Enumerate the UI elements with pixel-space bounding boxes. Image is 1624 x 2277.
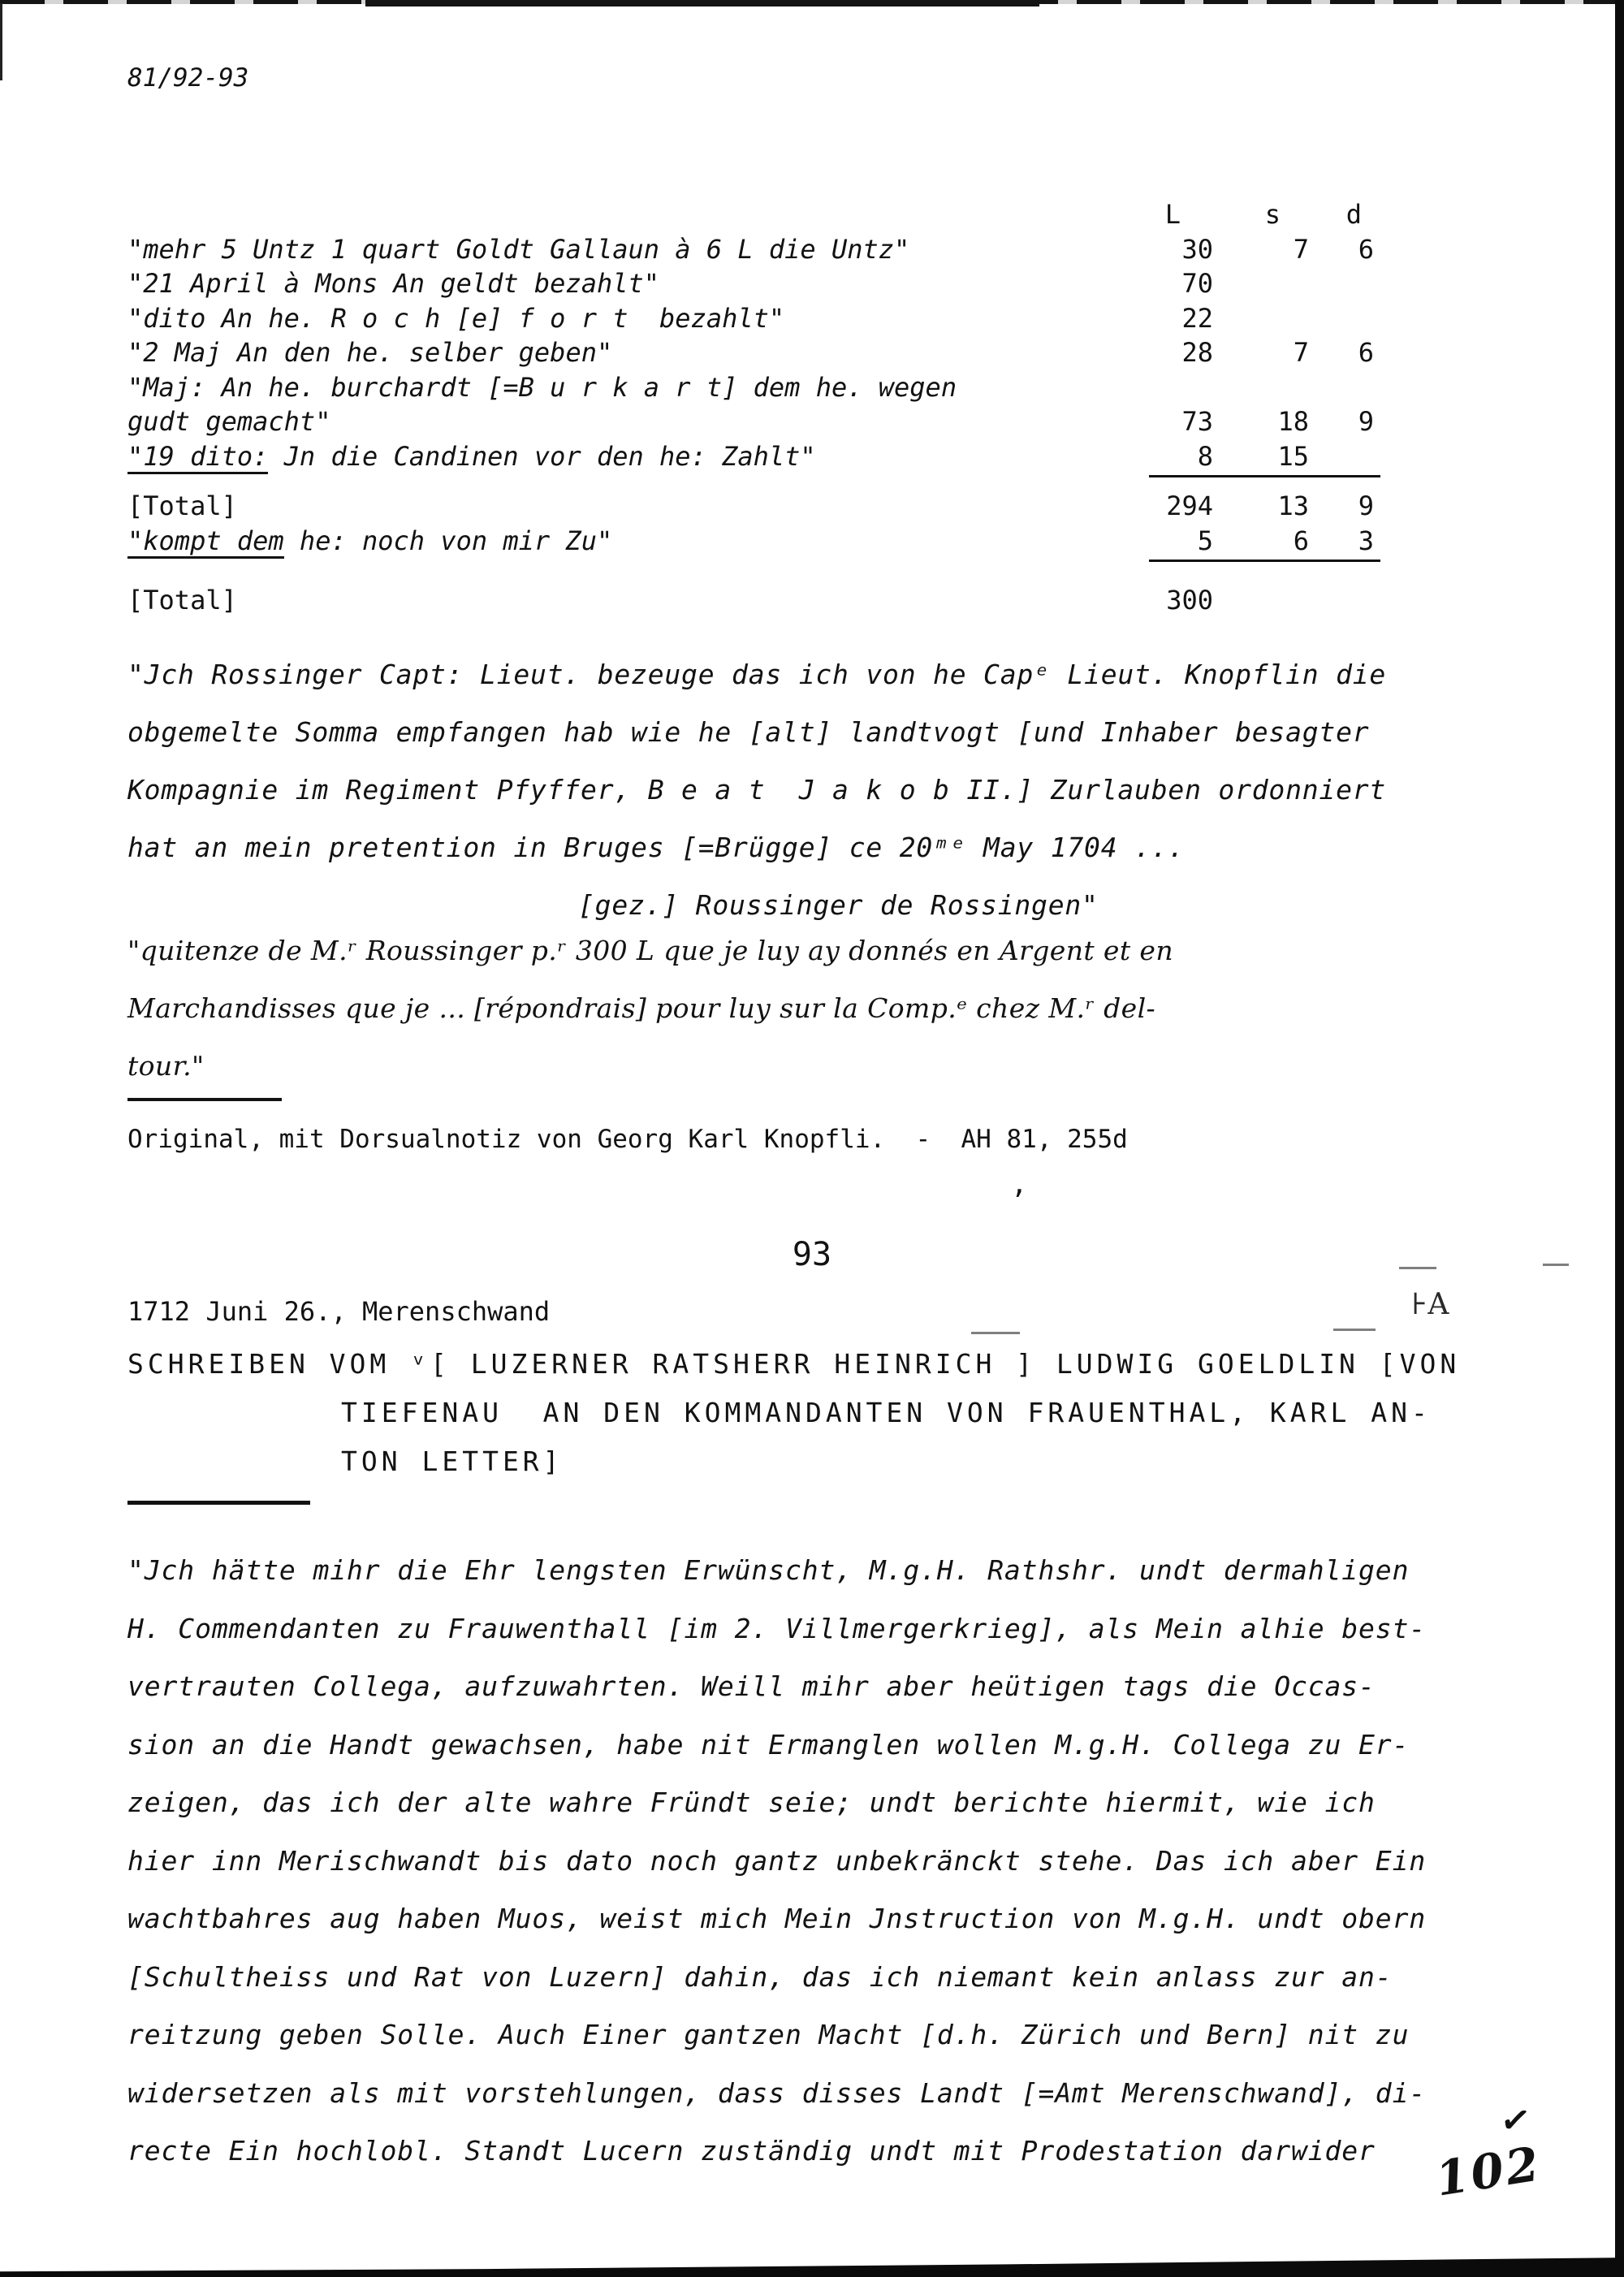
pencil-mark (1333, 1329, 1376, 1331)
ink-speck: , (1011, 1168, 1028, 1200)
quote-line: "quitenze de M.ʳ Roussinger p.ʳ 300 L que je luy ay donnés en Argent et en (127, 935, 1173, 966)
row-text: "dito An he. R o c h [e] f o r t bezahlt" (127, 302, 785, 334)
entry-number: 93 (792, 1236, 832, 1273)
quote-line: Kompagnie im Regiment Pfyffer, B e a t J a k o b II.] Zurlauben ordonniert (127, 774, 1387, 806)
pencil-mark (971, 1332, 1020, 1334)
table-row (127, 303, 1374, 338)
row-text: "19 dito: Jn die Candinen vor den he: Zahlt" (127, 441, 1091, 472)
archive-reference: 81/92-93 (127, 63, 249, 93)
quote-line: hat an mein pretention in Bruges [=Brügge] ce 20ᵐᵉ May 1704 ... (127, 832, 1186, 863)
total-L: 300 (1166, 585, 1213, 616)
row-L: 8 (1197, 440, 1213, 472)
handwritten-checkmark: ✓ (1497, 2098, 1534, 2144)
entry-title-line2: TIEFENAU AN DEN KOMMANDANTEN VON FRAUENTHAL, KARL AN- (341, 1397, 1432, 1428)
body-line: zeigen, das ich der alte wahre Fründt seie; undt berichte hiermit, wie ich (127, 1787, 1376, 1818)
table-row (127, 234, 1374, 269)
pencil-mark (1399, 1267, 1436, 1269)
sum-rule (1149, 560, 1380, 562)
table-row (127, 372, 1374, 407)
row-d: 3 (1358, 525, 1374, 556)
entry-title-line3: TON LETTER] (341, 1445, 564, 1477)
signature-line: [gez.] Roussinger de Rossingen" (578, 889, 1099, 921)
row-s: 18 (1277, 406, 1309, 437)
entry-dateline: 1712 Juni 26., Merenschwand (127, 1296, 551, 1327)
quote-line: tour." (127, 1050, 205, 1082)
row-text: "2 Maj An den he. selber geben" (127, 337, 613, 368)
row-L: 22 (1181, 302, 1213, 334)
ledger-table (127, 199, 1374, 620)
total-L: 294 (1166, 490, 1213, 521)
scan-edge-right (1615, 0, 1624, 2277)
row-s: 15 (1277, 440, 1309, 472)
total-label: [Total] (127, 585, 237, 616)
row-s: 6 (1293, 525, 1309, 556)
table-row (127, 441, 1374, 476)
quote-line: "Jch Rossinger Capt: Lieut. bezeuge das ich von he Capᵉ Lieut. Knopflin die (127, 659, 1387, 690)
body-line: "Jch hätte mihr die Ehr lengsten Erwünscht, M.g.H. Rathshr. undt dermahligen (127, 1554, 1410, 1586)
separator-rule (127, 1501, 310, 1505)
table-row (127, 406, 1374, 441)
body-line: sion an die Handt gewachsen, habe nit Ermanglen wollen M.g.H. Collega zu Er- (127, 1728, 1410, 1761)
column-header-d: d (1345, 199, 1362, 230)
body-line: widersetzen als mit vorstehlungen, dass disses Landt [=Amt Merenschwand], di- (127, 2076, 1427, 2109)
receipt-quote (127, 646, 1508, 934)
body-line: [Schultheiss und Rat von Luzern] dahin, das ich niemant kein anlass zur an- (127, 1960, 1393, 1993)
body-line: reitzung geben Solle. Auch Einer gantzen Macht [d.h. Zürich und Bern] nit zu (127, 2019, 1410, 2050)
row-text: "kompt dem he: noch von mir Zu" (127, 525, 1091, 556)
table-row (127, 268, 1374, 303)
scan-edge-top-thick (365, 0, 1039, 6)
ledger-header-row (127, 199, 1374, 234)
source-note: Original, mit Dorsualnotiz von Georg Karl Knopfli. - AH 81, 255d (127, 1125, 1128, 1154)
column-header-s: s (1264, 199, 1281, 230)
body-line: vertrauten Collega, aufzuwahrten. Weill mihr aber heütigen tags die Occas- (127, 1670, 1376, 1702)
row-L: 70 (1181, 268, 1213, 299)
quote-line: obgemelte Somma empfangen hab wie he [alt] landtvogt [und Inhaber besagter (127, 716, 1370, 748)
body-line: wachtbahres aug haben Muos, weist mich Mein Jnstruction von M.g.H. undt obern (127, 1903, 1427, 1934)
entry-title-line1: SCHREIBEN VOM ᵛ[ LUZERNER RATSHERR HEINRICH ] LUDWIG GOELDLIN [VON (127, 1348, 1461, 1380)
row-text: gudt gemacht" (127, 406, 331, 437)
handwritten-page-number: 102 (1432, 2136, 1545, 2207)
quote-line: Marchandisses que je ... [répondrais] pour luy sur la Comp.ᵉ chez M.ʳ del- (127, 992, 1156, 1024)
total-s: 13 (1277, 490, 1309, 521)
body-line: recte Ein hochlobl. Standt Lucern zuständig undt mit Prodestation darwider (127, 2135, 1376, 2167)
separator-rule (127, 1098, 282, 1101)
row-L: 73 (1181, 406, 1213, 437)
sum-rule (1149, 475, 1380, 477)
row-text: "Maj: An he. burchardt [=B u r k a r t] dem he. wegen (127, 371, 957, 403)
total-label: [Total] (127, 490, 237, 521)
table-row (127, 337, 1374, 372)
table-row (127, 525, 1374, 560)
total-d: 9 (1358, 490, 1374, 521)
row-s: 7 (1293, 337, 1309, 368)
total-row (127, 585, 1374, 620)
row-text: "mehr 5 Untz 1 quart Goldt Gallaun à 6 L die Untz" (127, 233, 910, 265)
row-d: 6 (1358, 337, 1374, 368)
row-d: 9 (1358, 406, 1374, 437)
column-header-L: L (1164, 199, 1181, 230)
french-quote (127, 922, 1508, 1095)
pencil-annotation: ⊦A (1411, 1288, 1449, 1321)
body-line: hier inn Merischwandt bis dato noch gantz unbekränckt stehe. Das ich aber Ein (127, 1844, 1427, 1877)
row-s: 7 (1293, 233, 1309, 265)
row-d: 6 (1358, 233, 1374, 265)
row-L: 5 (1197, 525, 1213, 556)
row-L: 28 (1181, 337, 1213, 368)
row-L: 30 (1181, 233, 1213, 265)
scan-edge-bottom (0, 2256, 1624, 2277)
pencil-mark (1543, 1264, 1569, 1266)
body-line: H. Commendanten zu Frauwenthall [im 2. Villmergerkrieg], als Mein alhie best- (127, 1612, 1427, 1644)
total-row (127, 490, 1374, 525)
scan-edge-left (0, 3, 2, 80)
letter-body-quote (127, 1541, 1524, 2180)
row-text: "21 April à Mons An geldt bezahlt" (127, 268, 660, 299)
